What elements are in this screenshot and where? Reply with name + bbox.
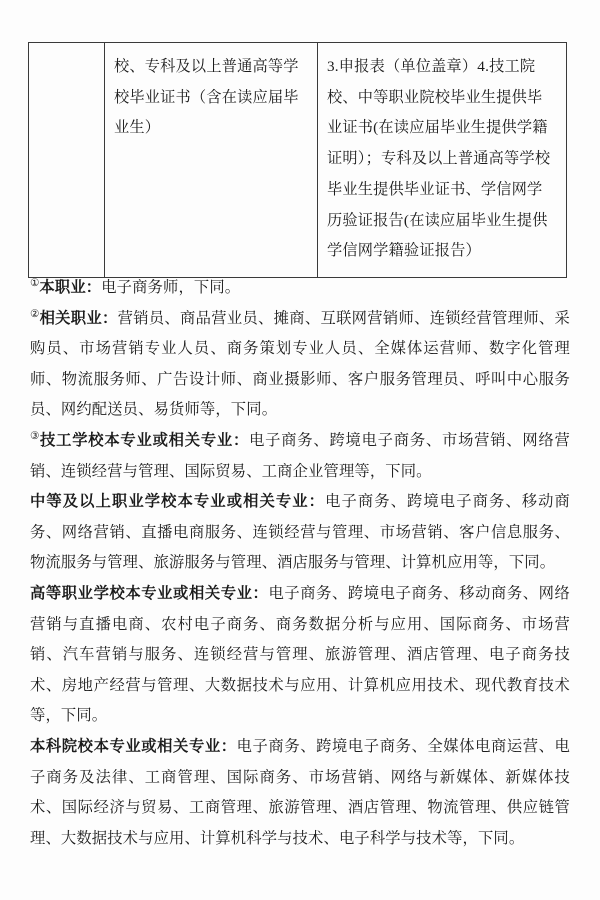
footnote-marker: ③ (30, 430, 41, 442)
table-cell-middle (105, 43, 318, 278)
footnote-lead: 高等职业学校本专业或相关专业： (30, 584, 269, 602)
footnote-lead: 技工学校本专业或相关专业： (40, 431, 250, 449)
footnote-item (30, 732, 570, 854)
footnote-body: 营销员、商品营业员、摊商、互联网营销师、连锁经营管理师、采购员、市场营销专业人员、商务策划专业人员、全媒体运营师、数字化管理师、物流服务师、广告设计师、商业摄影师、客户服务管理员、呼叫中心服务员、网约配送员、易货师等，下同。 (30, 309, 570, 419)
footnote-item (30, 273, 570, 304)
footnote-body: 电子商务师，下同。 (101, 279, 241, 296)
footnote-body: 电子商务、跨境电子商务、移动商务、网络营销与直播电商、农村电子商务、商务数据分析与应用、国际商务、市场营销、汽车营销与服务、连锁经营与管理、旅游管理、酒店管理、电子商务技术、房地产经营与管理、大数据技术与应用、计算机应用技术、现代教育技术等，下同。 (30, 584, 570, 725)
table-cell-middle-text: 校、专科及以上普通高等学校毕业证书（含在读应届毕业生） (114, 58, 299, 137)
table-cell-left-empty (29, 43, 105, 278)
table-cell-right-line2: 4.技工院校、中等职业院校毕业生提供毕业证书(在读应届毕业生提供学籍证明）；专科及以上普通高等学校毕业生提供毕业证书、学信网学历验证报告(在读应届毕业生提供学信网学籍验证报告） (327, 58, 551, 260)
table-cell-right-text (318, 43, 566, 277)
footnote-item (30, 426, 570, 487)
footnote-marker: ② (30, 308, 40, 320)
footnote-lead: 中等及以上职业学校本专业或相关专业： (30, 493, 326, 511)
footnote-body: 电子商务、跨境电子商务、市场营销、网络营销、连锁经营与管理、国际贸易、工商企业管理等，下同。 (30, 431, 570, 480)
footnotes-section (30, 273, 570, 854)
footnote-item (30, 579, 570, 732)
footnote-lead: 本科院校本专业或相关专业： (30, 737, 237, 755)
footnote-lead: 相关职业： (39, 309, 118, 327)
footnote-body: 电子商务、跨境电子商务、全媒体电商运营、电子商务及法律、工商管理、国际商务、市场营销、网络与新媒体、新媒体技术、国际经济与贸易、工商管理、旅游管理、酒店管理、物流管理、供应链管理、大数据技术与应用、计算机科学与技术、电子科学与技术等，下同。 (30, 737, 570, 847)
table-cell-right (318, 43, 567, 278)
requirements-table (28, 42, 567, 278)
footnote-body: 电子商务、跨境电子商务、移动商务、网络营销、直播电商服务、连锁经营与管理、市场营销、客户信息服务、物流服务与管理、旅游服务与管理、酒店服务与管理、计算机应用等，下同。 (30, 493, 570, 572)
footnote-lead: 本职业： (39, 279, 102, 296)
table-row (29, 43, 567, 278)
table-cell-right-line1: 3.申报表（单位盖章） (327, 58, 478, 75)
footnote-item (30, 304, 570, 426)
footnote-item (30, 487, 570, 579)
table-cell-left-text (29, 43, 104, 253)
footnote-marker: ① (30, 277, 40, 289)
